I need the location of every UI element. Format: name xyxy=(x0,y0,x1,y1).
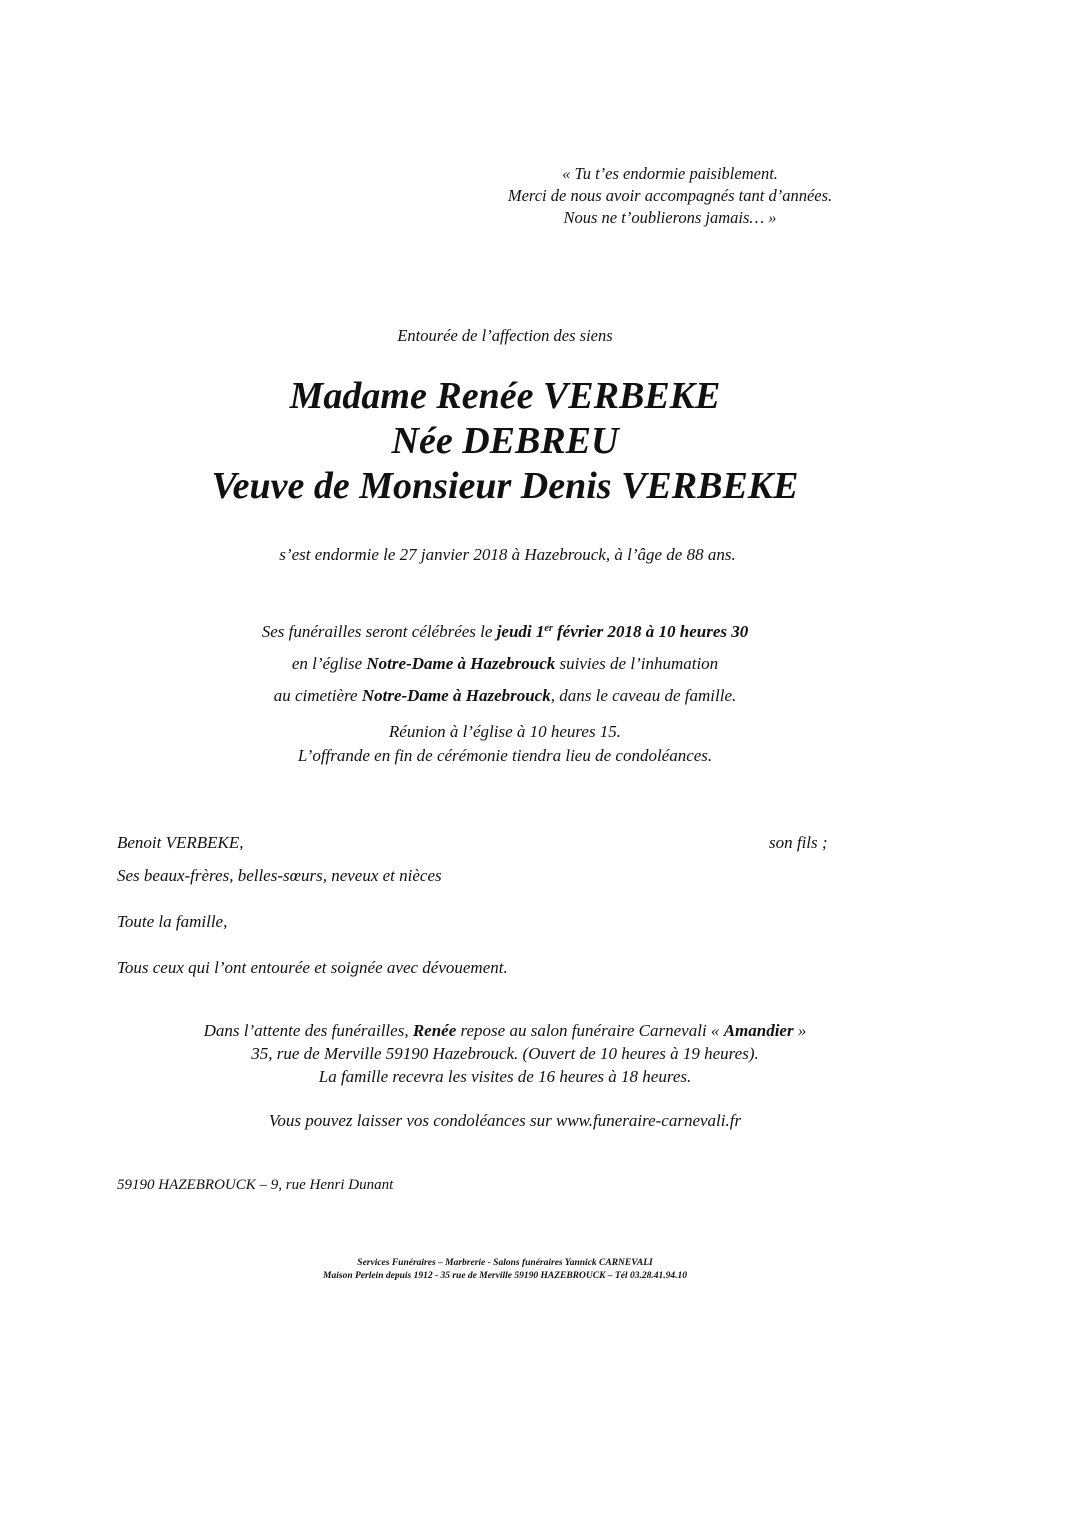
salon-deceased-name: Renée xyxy=(412,1021,457,1040)
condolences-line: Vous pouvez laisser vos condoléances sur www.funeraire-carnevali.fr xyxy=(268,1111,742,1130)
intro-line: Entourée de l’affection des siens xyxy=(397,326,613,345)
widow-of: Veuve de Monsieur Denis VERBEKE xyxy=(211,465,799,507)
family-caregivers: Tous ceux qui l’ont entourée et soignée avec dévouement. xyxy=(117,958,508,977)
salon-name: Amandier xyxy=(723,1021,794,1040)
church-name: Notre-Dame à Hazebrouck xyxy=(366,654,556,673)
funeral-church-line xyxy=(110,651,900,683)
epigraph-line-1: « Tu t’es endormie paisiblement. xyxy=(562,164,778,183)
epigraph xyxy=(380,163,960,229)
family-address: 59190 HAZEBROUCK – 9, rue Henri Dunant xyxy=(117,1177,394,1193)
deceased-name-block xyxy=(120,374,890,509)
salon-visits: La famille recevra les visites de 16 heures à 18 heures. xyxy=(318,1067,692,1086)
funeral-day: jeudi 1 xyxy=(496,622,545,641)
cemetery-intro: au cimetière xyxy=(273,686,362,705)
offering-note: L’offrande en fin de cérémonie tiendra lieu de condoléances. xyxy=(297,746,713,765)
funeral-details xyxy=(110,619,900,715)
funeral-date xyxy=(497,622,749,641)
salon-mid: repose au salon funéraire Carnevali « xyxy=(456,1021,724,1040)
footer-line-2: Maison Perlein depuis 1912 - 35 rue de Merville 59190 HAZEBROUCK – Tél 03.28.41.94.10 xyxy=(323,1271,687,1281)
meeting-time: Réunion à l’église à 10 heures 15. xyxy=(388,722,622,741)
family-in-laws: Ses beaux-frères, belles-sœurs, neveux et nièces xyxy=(117,866,442,885)
salon-line-1 xyxy=(105,1019,905,1042)
cemetery-post: , dans le caveau de famille. xyxy=(550,686,737,705)
meeting-details xyxy=(110,720,900,768)
maiden-name: Née DEBREU xyxy=(391,420,619,462)
church-post: suivies de l’inhumation xyxy=(555,654,719,673)
deceased-name: Madame Renée VERBEKE xyxy=(289,375,721,417)
footer xyxy=(105,1257,905,1283)
footer-line-1: Services Funéraires – Marbrerie - Salons funéraires Yannick CARNEVALI xyxy=(357,1258,653,1268)
death-announcement: s’est endormie le 27 janvier 2018 à Hazebrouck, à l’âge de 88 ans. xyxy=(279,545,736,564)
funeral-day-suffix: er xyxy=(544,623,553,634)
funeral-date-intro: Ses funérailles seront célébrées le xyxy=(261,622,497,641)
salon-address: 35, rue de Merville 59190 Hazebrouck. (Ouvert de 10 heures à 19 heures). xyxy=(251,1044,759,1063)
epigraph-line-2: Merci de nous avoir accompagnés tant d’années. xyxy=(507,186,833,205)
salon-details xyxy=(105,1019,905,1088)
family-son-relation: son fils ; xyxy=(769,833,828,852)
epigraph-line-3: Nous ne t’oublierons jamais… » xyxy=(563,208,777,227)
salon-intro: Dans l’attente des funérailles, xyxy=(203,1021,413,1040)
family-whole: Toute la famille, xyxy=(117,912,228,931)
salon-post: » xyxy=(793,1021,807,1040)
funeral-date-line xyxy=(110,619,900,651)
family-son-name: Benoit VERBEKE, xyxy=(117,833,244,852)
funeral-cemetery-line xyxy=(110,683,900,715)
church-intro: en l’église xyxy=(291,654,367,673)
cemetery-name: Notre-Dame à Hazebrouck xyxy=(361,686,551,705)
funeral-date-rest: février 2018 à 10 heures 30 xyxy=(552,622,749,641)
